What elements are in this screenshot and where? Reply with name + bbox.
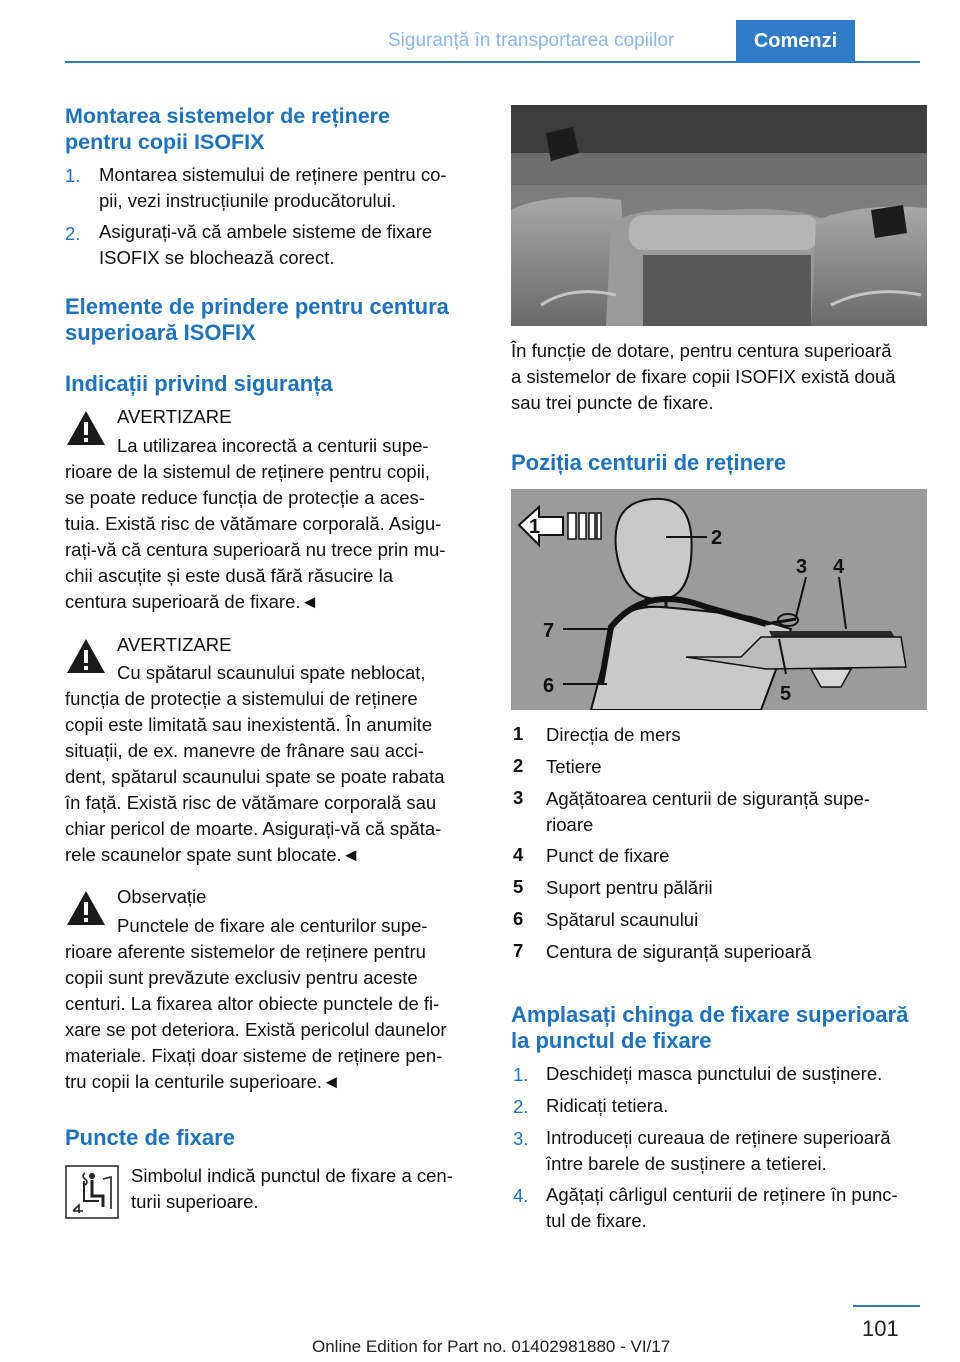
photo-caption: În funcție de dotare, pentru centura superioară a sistemelor de fixare copii ISOFIX există două sau trei puncte de fixare. — [511, 340, 896, 413]
isofix-step-2: Asigurați-vă că ambele sisteme de fixare ISOFIX se blochează corect. — [99, 221, 433, 268]
note-line: Punctele de fixare ale centurilor supe‐ — [117, 915, 428, 936]
attach-step-1: Deschideți masca punctului de susținere. — [546, 1063, 883, 1084]
header-tab-comenzi[interactable]: Comenzi — [736, 20, 855, 63]
step-number: 4. — [513, 1185, 529, 1206]
diagram-label-5: 5 — [780, 683, 792, 705]
legend-number: 5 — [513, 876, 524, 897]
warning-icon — [65, 409, 107, 447]
legend-item: Agățătoarea centurii de siguranță supe‐ rioare — [546, 788, 870, 835]
symbol-description: Simbolul indică punctul de fixare a cen‐ turii superioare. — [131, 1165, 453, 1212]
diagram-label-2: 2 — [711, 527, 723, 549]
heading-elements: Elemente de prindere pentru centura superioară ISOFIX — [65, 294, 449, 345]
warning1-line: La utilizarea incorectă a centurii supe‐ — [117, 435, 429, 456]
legend-item: Spătarul scaunului — [546, 909, 699, 930]
note-body: rioare aferente sistemelor de reținere pentru copii sunt prevăzute exclusiv pentru aceste centuri. La fixarea altor obiecte punctele de fi‐ xare se pot deteriora. Există pericolul daunelor materiale. Fixați doar sisteme de reținere pen‐ tru copii la centurile superioare.◄ — [65, 941, 447, 1092]
warning-title: AVERTIZARE — [117, 634, 232, 655]
legend-number: 7 — [513, 940, 524, 961]
step-number: 3. — [513, 1128, 529, 1149]
footer-edition: Online Edition for Part no. 01402981880 - VI/17 — [312, 1337, 671, 1356]
attach-step-2: Ridicați tetiera. — [546, 1095, 669, 1116]
warning2-line: Cu spătarul scaunului spate neblocat, — [117, 662, 426, 683]
legend-item: Suport pentru pălării — [546, 877, 713, 898]
legend-item: Centura de siguranță superioară — [546, 941, 812, 962]
warning2-body: funcția de protecție a sistemului de reținere copii este limitată sau inexistentă. În anumite situații, de ex. manevre de frânare sau acci‐ dent, spătarul scaunului spate se poate rabata în față. Există risc de vătămare corporală sau chiar pericol de moarte. Asigurați-vă că spăta‐ rele scaunelor spate sunt blocate.◄ — [65, 688, 445, 865]
diagram-label-6: 6 — [543, 675, 555, 697]
heading-safety: Indicații privind siguranța — [65, 371, 333, 396]
diagram-label-1: 1 — [529, 516, 541, 538]
heading-attach: Amplasați chinga de fixare superioară la punctul de fixare — [511, 1002, 909, 1053]
legend-number: 3 — [513, 787, 524, 808]
legend-number: 4 — [513, 844, 524, 865]
header-rule — [65, 61, 920, 63]
step-number: 2. — [65, 223, 81, 244]
attach-step-4: Agățați cârligul centurii de reținere în punc‐ tul de fixare. — [546, 1184, 898, 1231]
diagram-label-3: 3 — [796, 556, 808, 578]
note-title: Observație — [117, 886, 207, 907]
heading-position: Poziția centurii de reținere — [511, 450, 787, 475]
page-number: 101 — [862, 1316, 899, 1341]
legend-item: Tetiere — [546, 756, 602, 777]
legend-number: 2 — [513, 755, 524, 776]
step-number: 1. — [65, 165, 81, 186]
belt-position-diagram — [511, 489, 927, 710]
step-number: 2. — [513, 1096, 529, 1117]
legend-number: 6 — [513, 908, 524, 929]
heading-points: Puncte de fixare — [65, 1125, 235, 1150]
header-section-title: Siguranță în transportarea copiilor — [388, 30, 675, 51]
attach-step-3: Introduceți cureaua de reținere superioară între barele de susținere a tetierei. — [546, 1127, 891, 1174]
legend-item: Punct de fixare — [546, 845, 670, 866]
heading-isofix: Montarea sistemelor de reținere pentru copii ISOFIX — [65, 104, 391, 154]
diagram-label-7: 7 — [543, 620, 555, 642]
rear-shelf-photo — [511, 105, 927, 326]
warning-icon — [65, 889, 107, 927]
legend-item: Direcția de mers — [546, 724, 681, 745]
isofix-anchor-symbol-icon — [65, 1165, 119, 1219]
footer-rule — [853, 1305, 920, 1307]
legend-number: 1 — [513, 723, 524, 744]
warning-icon — [65, 637, 107, 675]
isofix-step-1: Montarea sistemului de reținere pentru co‐ pii, vezi instrucțiunile producătorului. — [99, 164, 447, 211]
step-number: 1. — [513, 1064, 529, 1085]
diagram-label-4: 4 — [833, 556, 845, 578]
warning-title: AVERTIZARE — [117, 406, 232, 427]
warning1-body: rioare de la sistemul de reținere pentru copii, se poate reduce funcția de protecție a aces‐ tuia. Există risc de vătămare corporală. Asigu‐ rați-vă că centura superioară nu trece prin mu‐ chii ascuțite și este dusă fără răsucire la centura superioară de fixare.◄ — [65, 461, 446, 612]
